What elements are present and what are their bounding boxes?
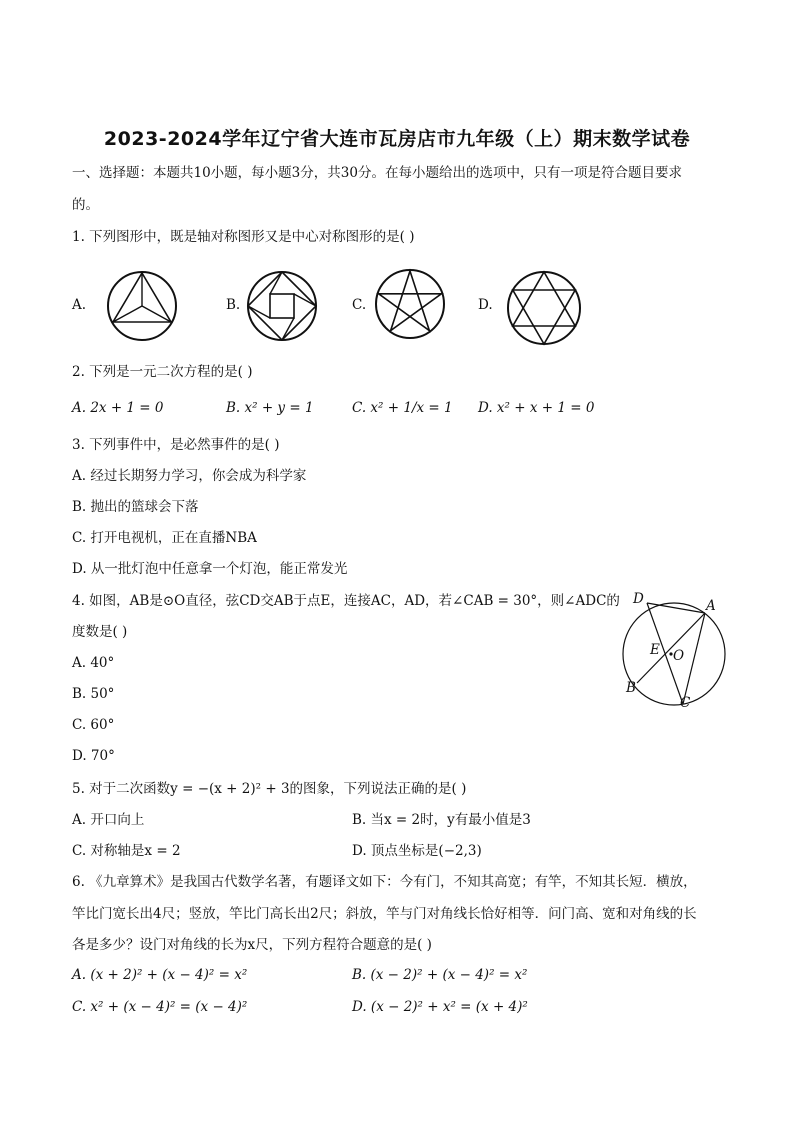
q4-label-c: C — [680, 695, 691, 711]
q6-option-d: D. (x − 2)² + x² = (x + 4)² — [352, 999, 528, 1015]
q1-figure-c — [374, 268, 446, 340]
q4-option-b: B. 50° — [72, 686, 115, 702]
q6-stem-line1: 6. 《九章算术》是我国古代数学名著，有题译文如下：今有门，不知其高宽；有竿，不知其长短．横放， — [72, 874, 697, 890]
q5-option-d: D. 顶点坐标是(−2,3) — [352, 843, 482, 859]
q5-option-b: B. 当x = 2时，y有最小值是3 — [352, 812, 531, 828]
q2-option-b: B. x² + y = 1 — [226, 400, 314, 416]
q1-option-c-label: C. — [352, 297, 367, 313]
q4-option-d: D. 70° — [72, 748, 115, 764]
q1-figure-b — [246, 270, 318, 342]
q1-option-d-label: D. — [478, 297, 493, 313]
q3-option-d: D. 从一批灯泡中任意拿一个灯泡，能正常发光 — [72, 561, 348, 577]
q2-option-a: A. 2x + 1 = 0 — [72, 400, 164, 416]
section-heading-line2: 的。 — [72, 197, 99, 213]
q4-option-c: C. 60° — [72, 717, 115, 733]
q3-option-c: C. 打开电视机，正在直播NBA — [72, 530, 257, 546]
q1-option-a-label: A. — [72, 297, 87, 313]
q4-stem-line1: 4. 如图，AB是⊙O直径，弦CD交AB于点E，连接AC，AD，若∠CAB = 30°，则∠ADC的 — [72, 593, 620, 609]
q4-label-o: O — [673, 648, 685, 664]
section-heading-line1: 一、选择题：本题共10小题，每小题3分，共30分。在每小题给出的选项中，只有一项是符合题目要求 — [72, 165, 682, 181]
q2-stem: 2. 下列是一元二次方程的是( ) — [72, 364, 253, 380]
q3-option-a: A. 经过长期努力学习，你会成为科学家 — [72, 468, 307, 484]
q5-option-a: A. 开口向上 — [72, 812, 145, 828]
q1-figure-d — [506, 270, 582, 346]
page-title: 2023-2024学年辽宁省大连市瓦房店市九年级（上）期末数学试卷 — [103, 128, 691, 150]
q1-option-b-label: B. — [226, 297, 241, 313]
q2-option-c: C. x² + 1/x = 1 — [352, 400, 453, 416]
q3-stem: 3. 下列事件中，是必然事件的是( ) — [72, 437, 280, 453]
q4-label-b: B — [626, 680, 636, 696]
q5-option-c: C. 对称轴是x = 2 — [72, 843, 181, 859]
q1-stem: 1. 下列图形中，既是轴对称图形又是中心对称图形的是( ) — [72, 229, 415, 245]
q6-option-b: B. (x − 2)² + (x − 4)² = x² — [352, 967, 528, 983]
q6-stem-line3: 各是多少？设门对角线的长为x尺，下列方程符合题意的是( ) — [72, 937, 432, 953]
q6-option-c: C. x² + (x − 4)² = (x − 4)² — [72, 999, 248, 1015]
q1-figure-a — [106, 270, 178, 342]
q2-option-d: D. x² + x + 1 = 0 — [478, 400, 595, 416]
q3-option-b: B. 抛出的篮球会下落 — [72, 499, 199, 515]
q6-option-a: A. (x + 2)² + (x − 4)² = x² — [72, 967, 248, 983]
q4-label-e: E — [650, 642, 660, 658]
q6-stem-line2: 竿比门宽长出4尺；竖放，竿比门高长出2尺；斜放，竿与门对角线长恰好相等．问门高、宽和对角线的长 — [72, 906, 697, 922]
q4-label-a: A — [706, 598, 716, 614]
q4-option-a: A. 40° — [72, 655, 115, 671]
q4-label-d: D — [633, 591, 644, 607]
q5-stem: 5. 对于二次函数y = −(x + 2)² + 3的图象，下列说法正确的是( ) — [72, 781, 467, 797]
q4-stem-line2: 度数是( ) — [72, 624, 128, 640]
